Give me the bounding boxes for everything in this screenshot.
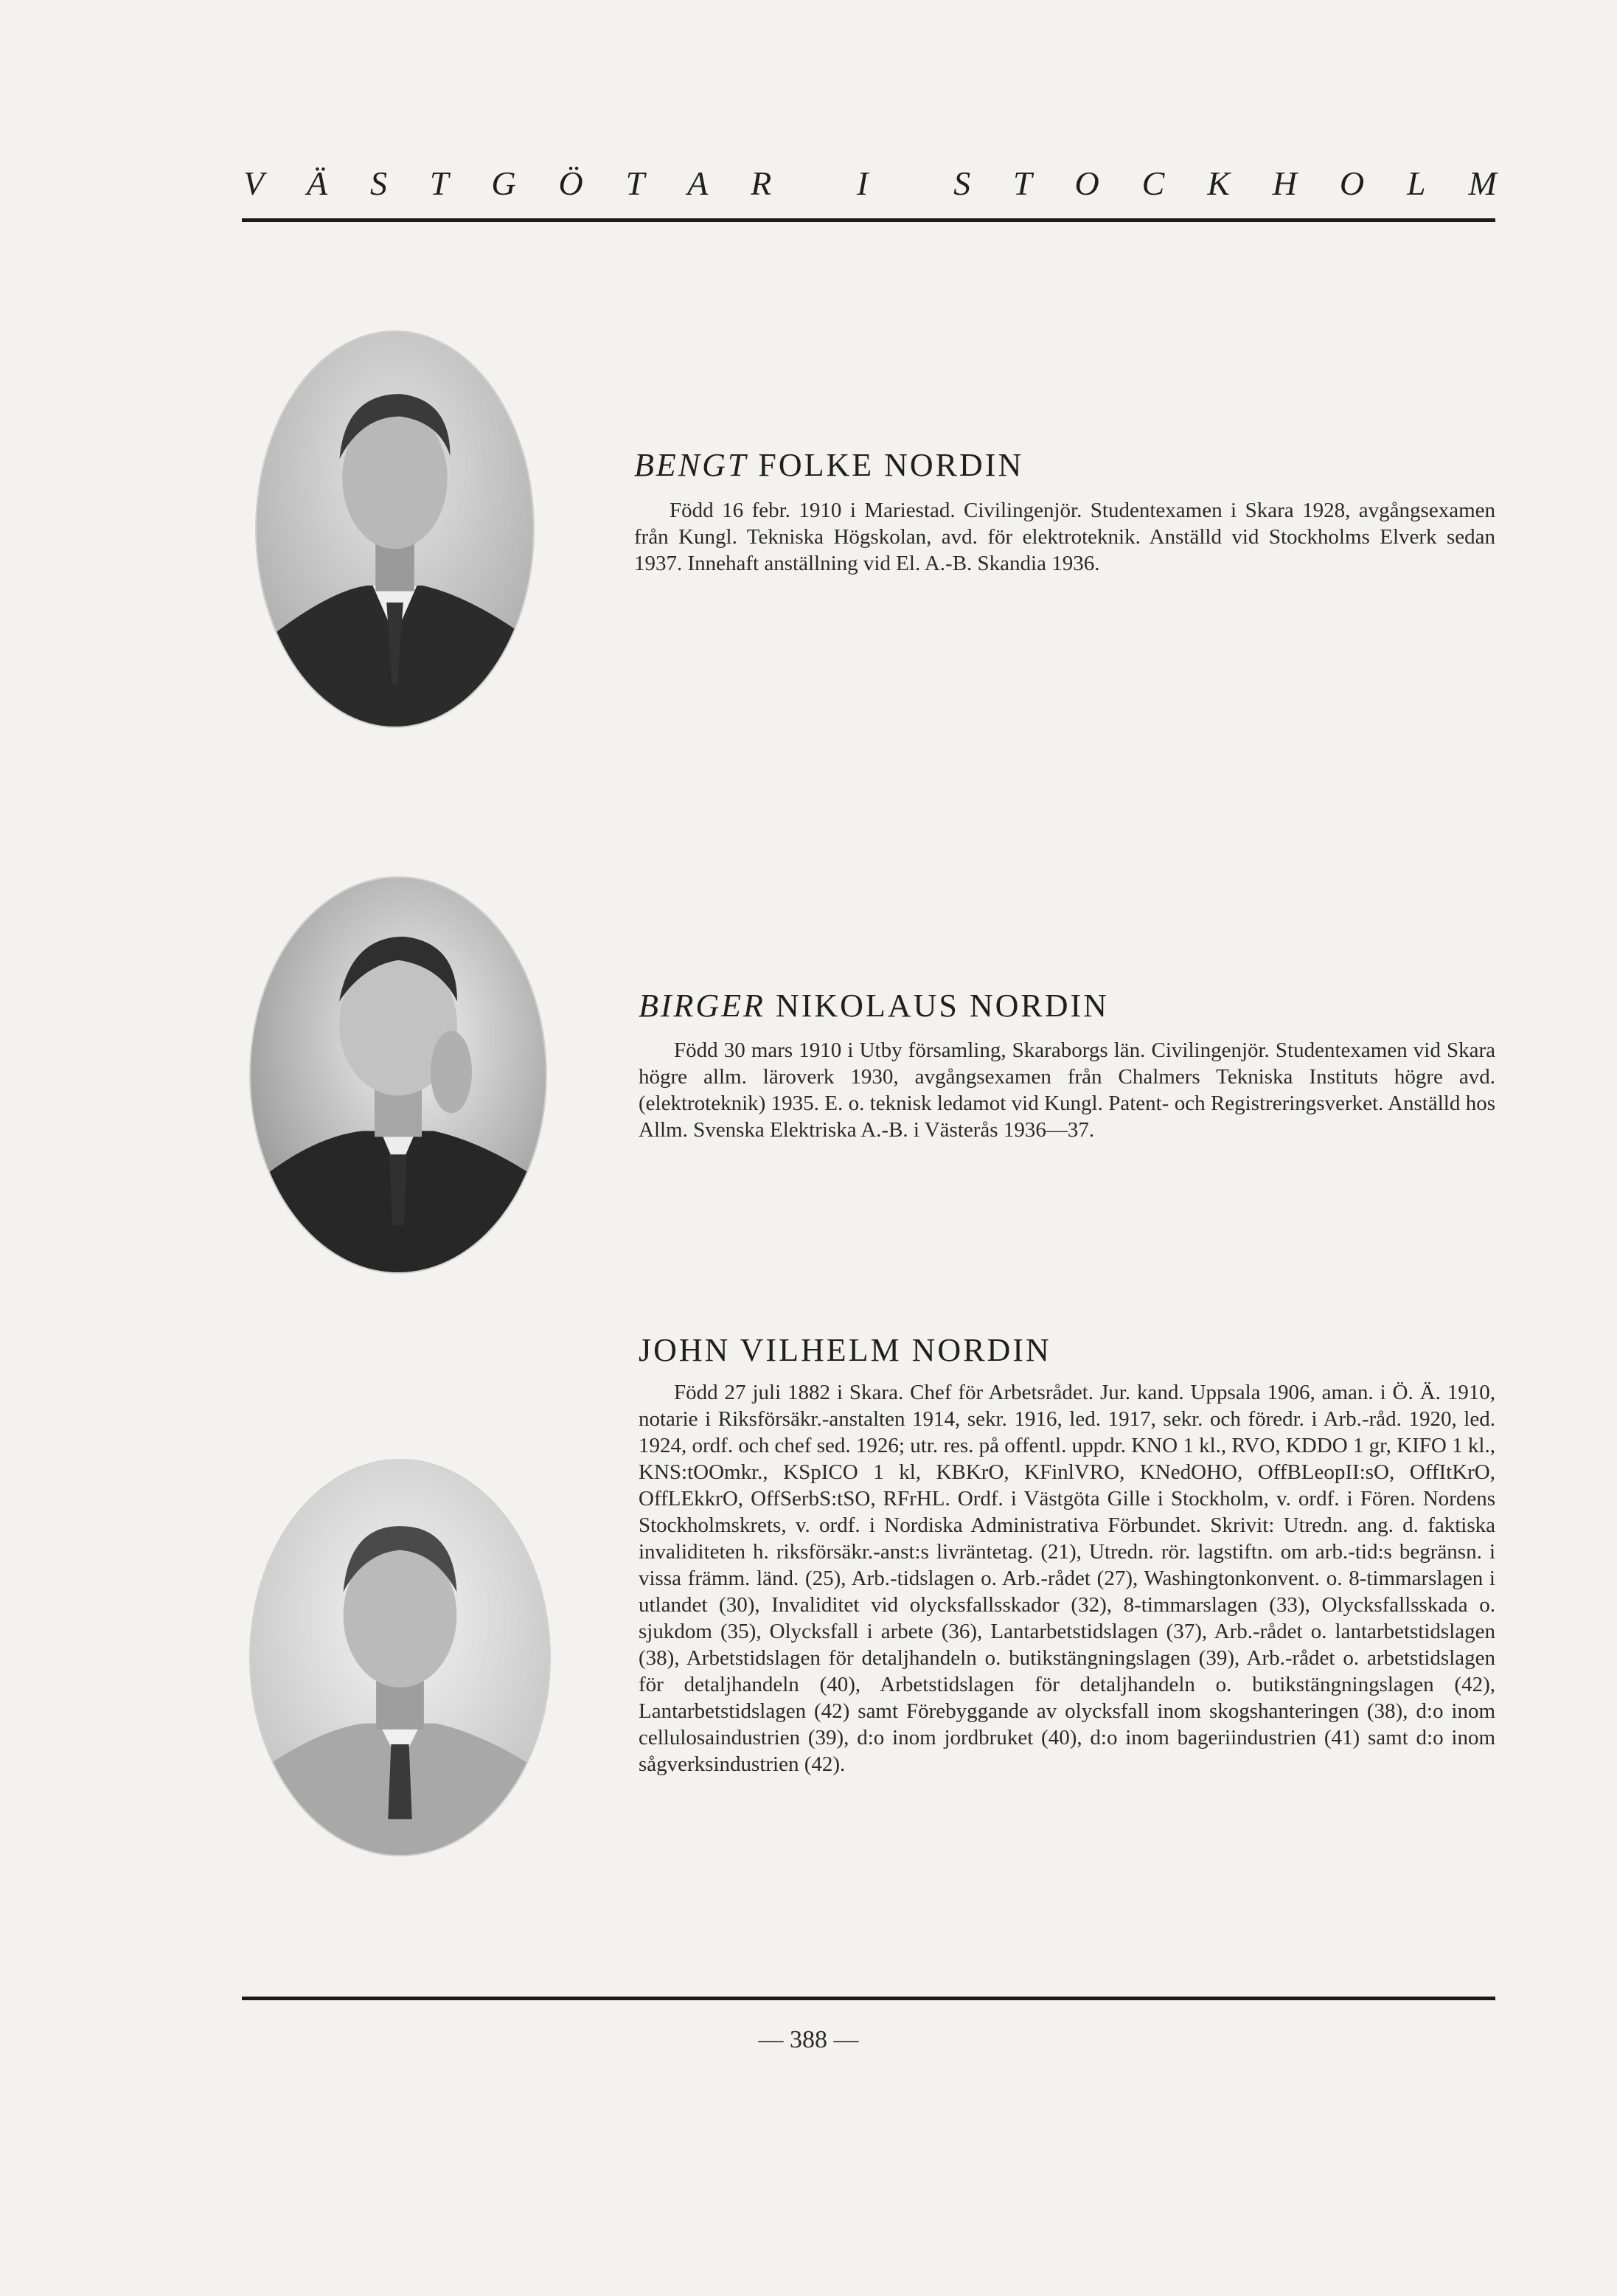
header-letter: O <box>1339 164 1365 202</box>
header-letter: C <box>1141 164 1165 202</box>
running-header <box>243 164 1497 203</box>
portrait-photo <box>251 878 546 1272</box>
given-name: BIRGER <box>639 988 765 1024</box>
header-letter: T <box>429 164 449 202</box>
header-letter: L <box>1407 164 1426 202</box>
header-letter: S <box>370 164 387 202</box>
header-letter: M <box>1468 164 1497 202</box>
person-name <box>639 987 1109 1024</box>
header-letter: V <box>243 164 265 202</box>
header-letter: R <box>751 164 772 202</box>
footer-rule <box>242 1997 1495 2000</box>
header-letter: I <box>857 164 869 202</box>
biography-text: Född 27 juli 1882 i Skara. Chef för Arbetsrådet. Jur. kand. Uppsala 1906, aman. i Ö. Ä. 1910, notarie i Riksförsäkr.-anstalten 1914, sekr. 1916, led. 1917, sekr. och föredr. i Arb.-råd. 1920, led. 1924, ordf. och chef sed. 1926; utr. res. på offentl. uppdr. KNO 1 kl., RVO, KDDO 1 gr, KIFO 1 kl., KNS:tOOmkr., KSpICO 1 kl, KBKrO, KFinlVRO, KNedOHO, OffBLeopII:sO, OffItKrO, OffLEkkrO, OffSerbS:tSO, RFrHL. Ordf. i Västgöta Gille i Stockholm, v. ordf. i Fören. Nordens Stockholmskrets, v. ordf. i Nordiska Administrativa Förbundet. Skrivit: Utredn. ang. d. faktiska invaliditeten h. riksförsäkr.-anst:s livräntetag. (21), Utredn. rör. lagstiftn. om arb.-tid:s begränsn. i vissa främm. länd. (25), Arb.-tidslagen o. Arb.-rådet (27), Washingtonkonvent. o. 8-timmarslagen i utlandet (30), Invaliditet vid olycksfallsskador (32), 8-timmarslagen (33), Olycksfallsskada o. sjukdom (35), Olycksfall i arbete (36), Lantarbetstidslagen (37), Arb.-rådet o. lantarbetstidslagen (38), Arbetstidslagen för detaljhandeln o. butikstängningslagen (39), Arb.-rådet o. arbetstidslagen för detaljhandeln (40), Arbetstidslagen för detaljhandeln o. butikstängningslagen (42), Lantarbetstidslagen (42) samt Förebyggande av olycksfall inom skogshanteringen (38), d:o inom cellulosaindustrien (39), d:o inom jordbruket (40), d:o inom bageriindustrien (41) samt d:o inom sågverksindustrien (42). <box>639 1381 1495 1776</box>
header-letter: S <box>953 164 971 202</box>
given-name: BENGT <box>634 447 748 483</box>
person-name <box>634 446 1023 484</box>
portrait-photo <box>257 332 533 726</box>
biography-text: Född 30 mars 1910 i Utby församling, Skaraborgs län. Civilingenjör. Studentexamen vid Skara högre allm. läroverk 1930, avgångsexamen från Chalmers Tekniska Instituts högre avd. (elektroteknik) 1935. E. o. teknisk ledamot vid Kungl. Patent- och Registreringsverket. Anställd hos Allm. Svenska Elektriska A.-B. i Västerås 1936—37. <box>639 1038 1495 1142</box>
header-letter: Ö <box>558 164 583 202</box>
header-letter: A <box>687 164 709 202</box>
header-letter: T <box>625 164 645 202</box>
family-name: JOHN VILHELM NORDIN <box>639 1332 1051 1368</box>
header-letter: K <box>1207 164 1230 202</box>
biography-text: Född 16 febr. 1910 i Mariestad. Civilingenjör. Studentexamen i Skara 1928, avgångsexamen från Kungl. Tekniska Högskolan, avd. för elektroteknik. Anställd vid Stockholms Elverk sedan 1937. Innehaft anställning vid El. A.-B. Skandia 1936. <box>634 499 1495 575</box>
page-number: — 388 — <box>758 2026 859 2053</box>
header-letter: O <box>1074 164 1099 202</box>
family-name: FOLKE NORDIN <box>748 447 1024 483</box>
header-letter: Ä <box>307 164 328 202</box>
header-letter: T <box>1013 164 1032 202</box>
family-name: NIKOLAUS NORDIN <box>765 988 1109 1024</box>
header-rule <box>242 218 1495 222</box>
person-name <box>639 1331 1051 1369</box>
header-letter: G <box>491 164 516 202</box>
portrait-photo <box>251 1460 549 1855</box>
header-letter: H <box>1272 164 1297 202</box>
